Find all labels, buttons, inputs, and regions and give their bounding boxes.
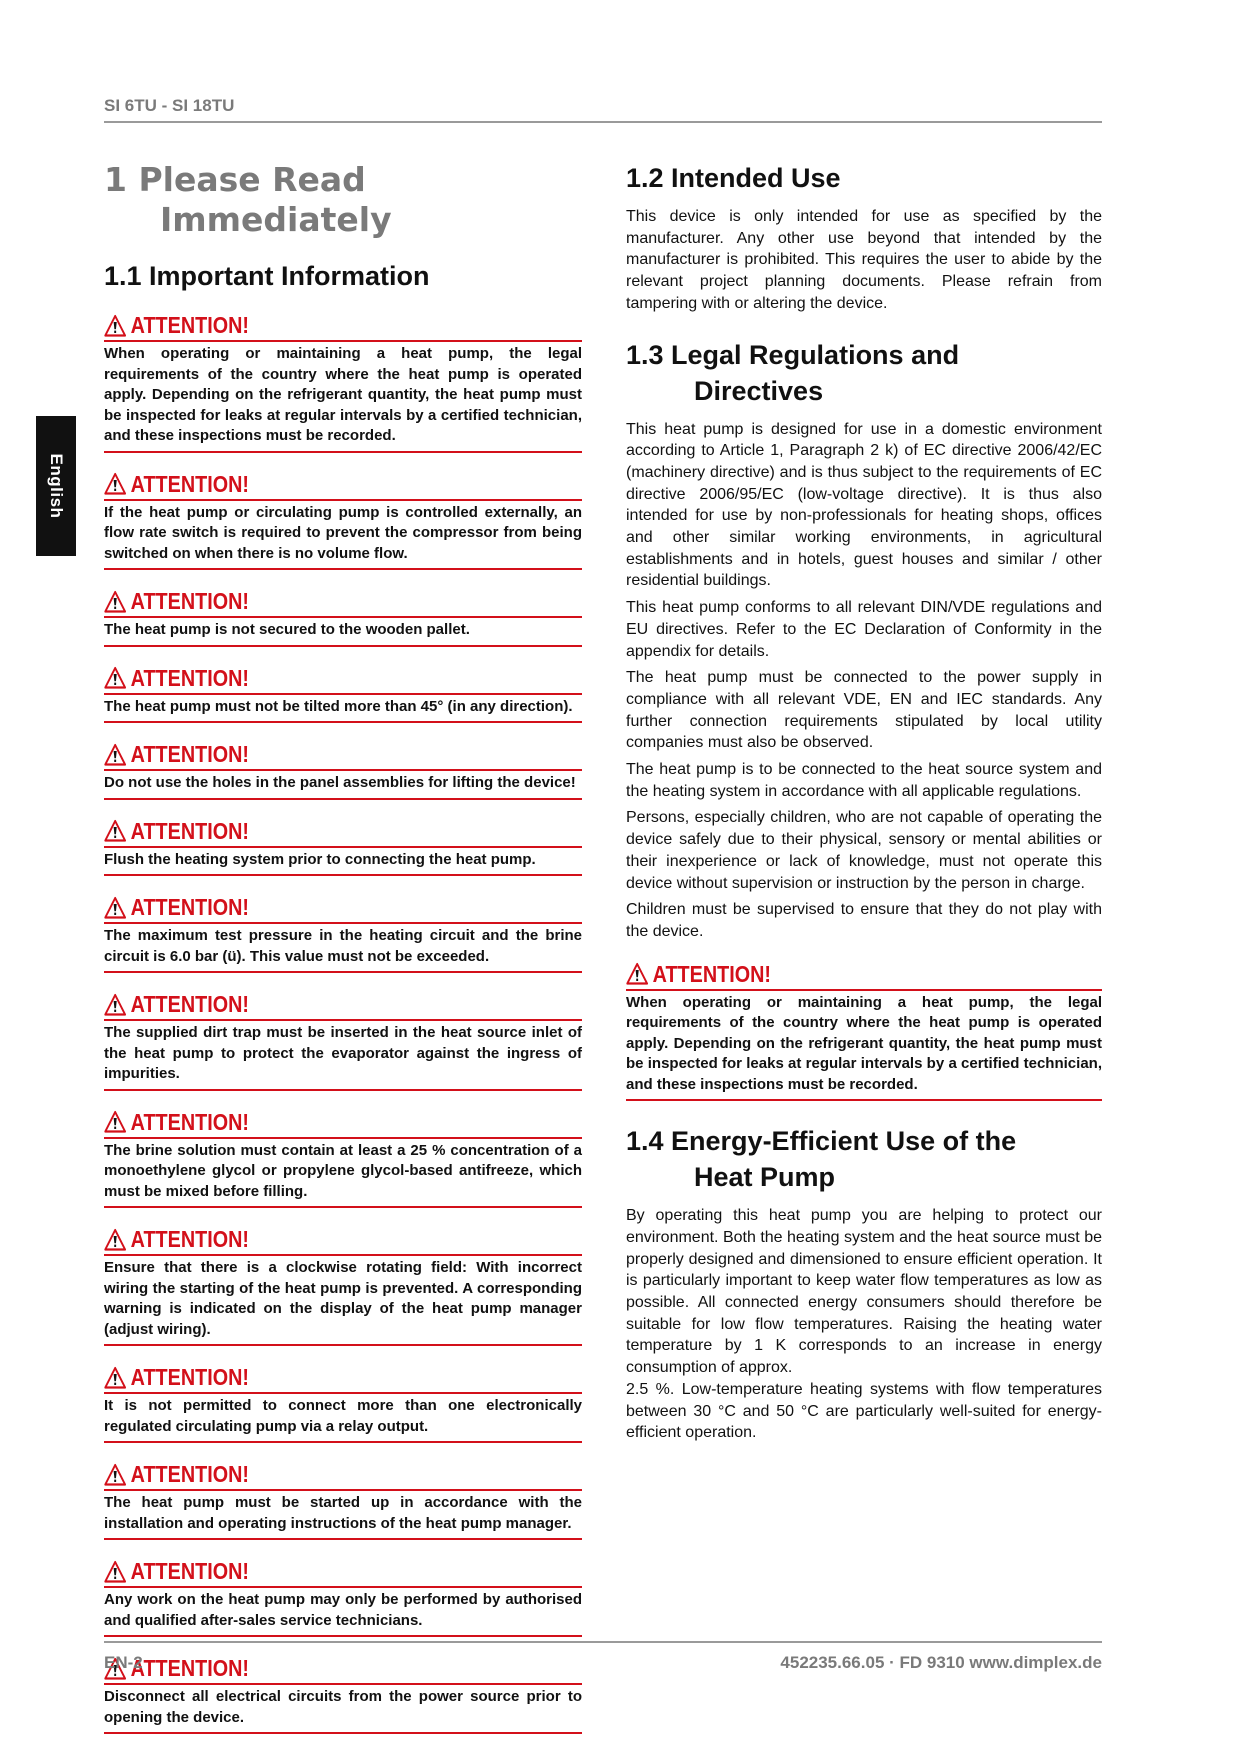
- attention-box: [104, 471, 582, 571]
- attention-heading: [104, 312, 515, 338]
- section-1-3: [626, 337, 1102, 1102]
- warning-triangle-icon: [104, 314, 126, 337]
- attention-text: The supplied dirt trap must be inserted in the heat source inlet of the heat pump to protect the evaporator against the ingress of impurities.: [104, 1024, 582, 1082]
- section-1-3-paragraph: This heat pump conforms to all relevant DIN/VDE regulations and EU directives. Refer to the EC Declaration of Conformity in the appendix for details.: [626, 599, 1102, 660]
- warning-triangle-icon: [104, 896, 126, 919]
- attention-box: [104, 1558, 582, 1637]
- attention-box: [104, 894, 582, 973]
- attention-bottom-rule: [104, 1732, 582, 1734]
- warning-triangle-icon: [104, 590, 126, 613]
- warning-list: [104, 312, 582, 1734]
- attention-bottom-rule: [104, 798, 582, 800]
- attention-text: When operating or maintaining a heat pump, the legal requirements of the country where the heat pump is operated apply. Depending on the refrigerant quantity, the heat pump must be inspected for leaks at regular intervals by a certified technician, and these inspections must be recorded.: [104, 345, 582, 444]
- attention-label: ATTENTION!: [130, 588, 249, 614]
- section-1-2-title: 1.2 Intended Use: [626, 163, 841, 193]
- section-1-1-title: 1.1 Important Information: [104, 261, 430, 291]
- attention-text: The maximum test pressure in the heating circuit and the brine circuit is 6.0 bar (ü). This value must not be exceeded.: [104, 927, 582, 965]
- attention-bottom-rule: [104, 568, 582, 570]
- attention-text: Disconnect all electrical circuits from the power source prior to opening the device.: [104, 1688, 582, 1726]
- attention-heading: [104, 588, 515, 614]
- attention-box: [104, 312, 582, 453]
- warning-triangle-icon: [104, 666, 126, 689]
- attention-label: ATTENTION!: [130, 1226, 249, 1252]
- warning-triangle-icon: [104, 1463, 126, 1486]
- section-1-4-title: [626, 1123, 1102, 1195]
- attention-heading: [104, 1655, 515, 1681]
- attention-bottom-rule: [104, 1538, 582, 1540]
- attention-heading: [104, 1109, 515, 1135]
- attention-bottom-rule: [104, 721, 582, 723]
- attention-label: ATTENTION!: [130, 1461, 249, 1487]
- attention-bottom-rule: [104, 1635, 582, 1637]
- attention-text: Any work on the heat pump may only be performed by authorised and qualified after-sales service technicians.: [104, 1591, 582, 1629]
- right-column: [626, 160, 1102, 1444]
- attention-text: Ensure that there is a clockwise rotating field: With incorrect wiring the starting of the heat pump is prevented. A corresponding warning is indicated on the display of the heat pump manager (adjust wiring).: [104, 1259, 582, 1338]
- attention-label: ATTENTION!: [130, 312, 249, 338]
- attention-bottom-rule: [104, 1089, 582, 1091]
- attention-heading: [104, 1226, 515, 1252]
- header-rule: [104, 121, 1102, 123]
- attention-heading: [104, 1461, 515, 1487]
- attention-text: The heat pump is not secured to the wooden pallet.: [104, 621, 470, 638]
- chapter-title-line1: 1 Please Read: [104, 160, 366, 199]
- attention-label: ATTENTION!: [130, 470, 249, 497]
- attention-label: ATTENTION!: [130, 1364, 249, 1390]
- section-1-3-title: [626, 337, 1102, 409]
- chapter-title-line2: Immediately: [160, 200, 392, 239]
- section-1-3-paragraph: The heat pump is to be connected to the heat source system and the heating system in accordance with all applicable regulations.: [626, 761, 1102, 800]
- attention-label: ATTENTION!: [130, 1108, 249, 1135]
- attention-text: The brine solution must contain at least a 25 % concentration of a monoethylene glycol or propylene glycol-based antifreeze, which must be mixed before filling.: [104, 1141, 582, 1200]
- section-1-4-paragraph: By operating this heat pump you are helping to protect our environment. Both the heating system and the heat source must be properly designed and dimensioned to ensure efficient operation. It is particularly important to keep water flow temperatures as low as possible. All connected energy consumers should therefore be suitable for low flow temperatures. Raising the heating water temperature by 1 K corresponds to an increase in energy consumption of approx.: [626, 1207, 1102, 1377]
- section-1-3-paragraph: The heat pump must be connected to the power supply in compliance with all relevant VDE, EN and IEC standards. Any further connection requirements stipulated by local utility companies must also be observed.: [626, 669, 1102, 752]
- attention-bottom-rule: [104, 451, 582, 453]
- section-1-2: [626, 160, 1102, 315]
- attention-text: The heat pump must not be tilted more than 45° (in any direction).: [104, 697, 573, 715]
- section-1-4-paragraph: 2.5 %. Low-temperature heating systems with flow temperatures between 30 °C and 50 °C are particularly well-suited for energy-efficient operation.: [626, 1380, 1102, 1442]
- attention-bottom-rule: [104, 971, 582, 973]
- section-1-3-paragraph: Children must be supervised to ensure that they do not play with the device.: [626, 901, 1102, 940]
- warning-triangle-icon: [104, 993, 126, 1016]
- attention-box: [104, 588, 582, 647]
- attention-box: [626, 961, 1102, 1102]
- attention-box: [104, 1655, 582, 1734]
- attention-bottom-rule: [104, 645, 582, 647]
- attention-heading: [104, 818, 515, 844]
- attention-label: ATTENTION!: [130, 1655, 249, 1681]
- attention-heading: [104, 665, 515, 691]
- section-1-2-paragraph: This device is only intended for use as specified by the manufacturer. Any other use beyond that intended by the manufacturer is prohibited. This requires the user to abide by the relevant project planning documents. Please refrain from tampering with or altering the device.: [626, 208, 1102, 312]
- document-reference: 452235.66.05 · FD 9310 www.dimplex.de: [780, 1653, 1102, 1672]
- attention-label: ATTENTION!: [130, 894, 249, 920]
- warning-triangle-icon: [104, 1366, 126, 1389]
- attention-box: [104, 991, 582, 1091]
- attention-box: [104, 1226, 582, 1346]
- section-1-4-title-line1: 1.4 Energy-Efficient Use of the: [626, 1126, 1017, 1157]
- attention-box: [104, 665, 582, 724]
- attention-bottom-rule: [626, 1099, 1102, 1101]
- attention-bottom-rule: [104, 874, 582, 876]
- section-1-3-paragraph: This heat pump is designed for use in a domestic environment according to Article 1, Paragraph 2 k) of EC directive 2006/42/EC (machinery directive) and is thus subject to the requirements of EC directive 2006/95/EC (low-voltage directive). It is thus also intended for use by non-professionals for heating shops, offices and other similar working environments, in agricultural establishments and in hotels, guest houses and similar / other residential buildings.: [626, 420, 1102, 590]
- attention-bottom-rule: [104, 1344, 582, 1346]
- attention-text: If the heat pump or circulating pump is controlled externally, an flow rate switch is required to prevent the compressor from being switched on when there is no volume flow.: [104, 503, 582, 562]
- attention-label: ATTENTION!: [130, 991, 249, 1017]
- warning-triangle-icon: [104, 1228, 126, 1251]
- attention-box: [104, 818, 582, 877]
- section-1-3-title-line2: Directives: [694, 375, 824, 406]
- warning-triangle-icon: [626, 962, 648, 985]
- attention-text: Flush the heating system prior to connecting the heat pump.: [104, 850, 536, 868]
- running-header: SI 6TU - SI 18TU: [104, 96, 235, 115]
- warning-triangle-icon: [104, 472, 126, 495]
- warning-triangle-icon: [104, 743, 126, 766]
- warning-triangle-icon: [104, 1110, 126, 1133]
- attention-heading: [104, 991, 515, 1017]
- attention-label: ATTENTION!: [652, 960, 771, 987]
- attention-box: [104, 741, 582, 800]
- attention-box: [104, 1461, 582, 1540]
- attention-text: The heat pump must be started up in accordance with the installation and operating instructions of the heat pump manager.: [104, 1494, 582, 1532]
- section-1-3-paragraph: Persons, especially children, who are not capable of operating the device safely due to their physical, sensory or mental abilities or their inexperience or lack of knowledge, must not operate this device without supervision or instruction by the person in charge.: [626, 809, 1102, 892]
- warning-triangle-icon: [104, 1560, 126, 1583]
- attention-label: ATTENTION!: [130, 741, 249, 767]
- attention-heading: [104, 894, 515, 920]
- attention-box: [104, 1109, 582, 1209]
- attention-heading: [626, 961, 1035, 987]
- chapter-title: [104, 160, 582, 240]
- section-1-3-title-line1: 1.3 Legal Regulations and: [626, 339, 960, 370]
- attention-label: ATTENTION!: [130, 1558, 249, 1584]
- attention-heading: [104, 1558, 515, 1584]
- attention-label: ATTENTION!: [130, 664, 249, 691]
- page-number: EN-2: [104, 1653, 143, 1672]
- attention-text: When operating or maintaining a heat pump, the legal requirements of the country where the heat pump is operated apply. Depending on the refrigerant quantity, the heat pump must be inspected for leaks at regular intervals by a certified technician, and these inspections must be recorded.: [626, 993, 1102, 1093]
- attention-text: Do not use the holes in the panel assemblies for lifting the device!: [104, 774, 576, 791]
- attention-heading: [104, 471, 515, 497]
- language-tab: [36, 416, 76, 556]
- attention-text: It is not permitted to connect more than one electronically regulated circulating pump via a relay output.: [104, 1397, 582, 1435]
- attention-bottom-rule: [104, 1206, 582, 1208]
- left-column: [104, 160, 582, 1734]
- attention-box: [104, 1364, 582, 1443]
- language-tab-label: English: [47, 453, 66, 519]
- footer-rule: [104, 1641, 1102, 1643]
- attention-heading: [104, 1364, 515, 1390]
- warning-triangle-icon: [104, 819, 126, 842]
- attention-bottom-rule: [104, 1441, 582, 1443]
- section-1-4-title-line2: Heat Pump: [694, 1162, 836, 1193]
- attention-heading: [104, 741, 515, 767]
- attention-label: ATTENTION!: [130, 817, 249, 844]
- section-1-4: [626, 1123, 1102, 1444]
